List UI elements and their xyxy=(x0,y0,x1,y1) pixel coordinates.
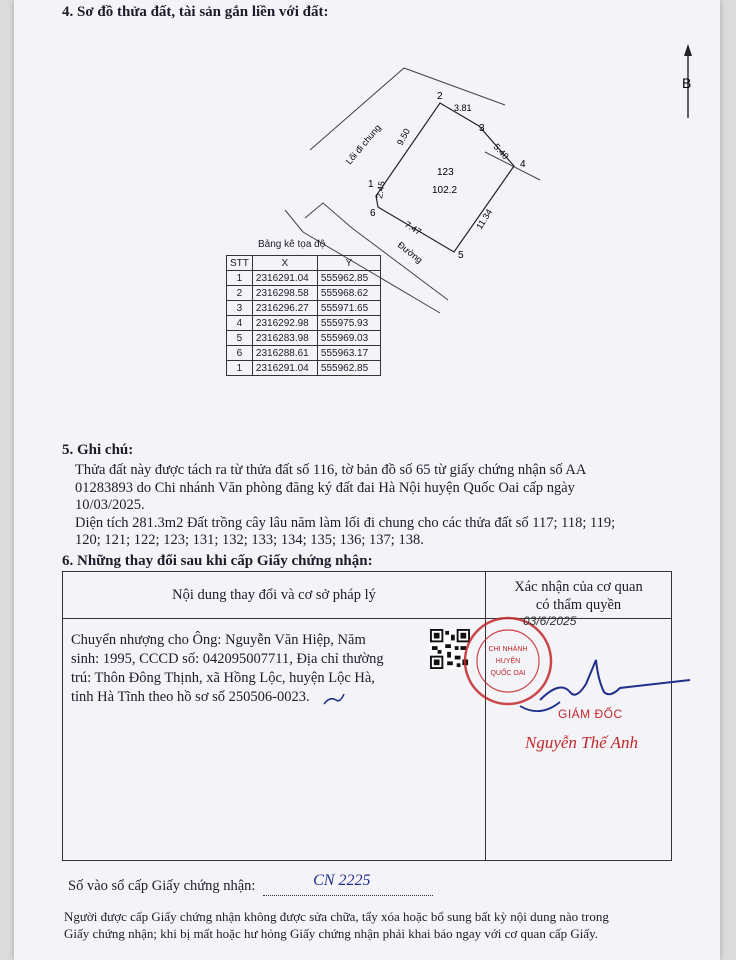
cell-stt: 1 xyxy=(227,271,253,286)
registry-value: CN 2225 xyxy=(313,872,371,889)
registry-dotted-line xyxy=(263,872,433,896)
table-row xyxy=(227,361,381,376)
point-label-1: 1 xyxy=(368,179,374,190)
cell-y: 555975.93 xyxy=(317,316,380,331)
edge-length-2-3: 3.81 xyxy=(454,103,472,113)
table-row xyxy=(227,301,381,316)
cell-y: 555962.85 xyxy=(317,361,380,376)
col-header-x: X xyxy=(252,256,317,271)
cell-stt: 4 xyxy=(227,316,253,331)
edge-length-5-6: 7.47 xyxy=(402,219,424,237)
change-content-cell xyxy=(63,619,486,861)
change-content-line: tỉnh Hà Tĩnh theo hồ sơ số 250506-0023. xyxy=(71,689,310,705)
cell-x: 2316291.04 xyxy=(252,361,317,376)
table-row xyxy=(227,331,381,346)
cell-x: 2316296.27 xyxy=(252,301,317,316)
confirmation-header-line: có thẩm quyền xyxy=(535,597,622,613)
common-road-label: Lối đi chung xyxy=(343,122,383,167)
coord-table-caption: Bảng kê tọa độ xyxy=(258,239,326,250)
section4-title: 4. Sơ đồ thửa đất, tài sản gắn liền với đất: xyxy=(62,4,329,20)
stamp-text-mid: HUYỆN xyxy=(495,658,521,665)
cell-stt: 2 xyxy=(227,286,253,301)
note-line: 01283893 do Chi nhánh Văn phòng đăng ký đất đai Hà Nội huyện Quốc Oai cấp ngày xyxy=(75,479,575,496)
cell-x: 2316288.61 xyxy=(252,346,317,361)
cell-y: 555962.85 xyxy=(317,271,380,286)
point-label-4: 4 xyxy=(520,159,526,170)
cell-stt: 6 xyxy=(227,346,253,361)
cell-stt: 3 xyxy=(227,301,253,316)
note-line: 120; 121; 122; 123; 131; 132; 133; 134; 135; 136; 137; 138. xyxy=(75,532,424,548)
col-header-y: Y xyxy=(317,256,380,271)
cell-y: 555971.65 xyxy=(317,301,380,316)
cell-x: 2316291.04 xyxy=(252,271,317,286)
notice-line: Người được cấp Giấy chứng nhận không được sửa chữa, tẩy xóa hoặc bổ sung bất kỳ nội dung nào trong xyxy=(64,909,609,924)
point-label-2: 2 xyxy=(437,91,443,102)
coord-table-header xyxy=(227,256,381,271)
edge-length-6-1: 2.45 xyxy=(374,180,388,200)
col-header-content: Nội dung thay đổi và cơ sở pháp lý xyxy=(63,572,486,619)
edge-length-4-5: 11.34 xyxy=(474,207,495,232)
director-title: GIÁM ĐỐC xyxy=(558,707,623,721)
neighbor-line xyxy=(485,152,540,180)
parcel-number: 123 xyxy=(437,167,454,178)
notice-block xyxy=(64,908,684,942)
change-content-line: trú: Thôn Đông Thịnh, xã Hồng Lộc, huyện Lộc Hà, xyxy=(71,670,375,686)
cell-stt: 5 xyxy=(227,331,253,346)
edge-length-1-2: 9.50 xyxy=(394,126,412,147)
point-label-6: 6 xyxy=(370,208,376,219)
pen-mark-icon xyxy=(322,690,346,710)
changes-table-header xyxy=(63,572,672,619)
edge-length-3-4: 5.40 xyxy=(491,141,511,162)
note-line: Diện tích 281.3m2 Đất trồng cây lâu năm làm lối đi chung cho các thửa đất số 117; 118; 119; xyxy=(75,514,616,531)
cell-y: 555969.03 xyxy=(317,331,380,346)
road-label: Đường xyxy=(395,239,425,266)
table-row xyxy=(227,346,381,361)
cell-x: 2316283.98 xyxy=(252,331,317,346)
signer-name: Nguyễn Thế Anh xyxy=(525,733,639,752)
notes-block xyxy=(75,462,675,550)
change-content-line: sinh: 1995, CCCD số: 042095007711, Địa chỉ thường xyxy=(71,651,384,667)
table-row xyxy=(227,316,381,331)
col-header-stt: STT xyxy=(227,256,253,271)
section6-title: 6. Những thay đổi sau khi cấp Giấy chứng nhận: xyxy=(62,553,373,569)
parcel-area: 102.2 xyxy=(432,185,458,196)
cell-x: 2316292.98 xyxy=(252,316,317,331)
note-line: 10/03/2025. xyxy=(75,497,145,513)
registry-number-line xyxy=(68,872,433,896)
cell-stt: 1 xyxy=(227,361,253,376)
change-content-line: Chuyển nhượng cho Ông: Nguyễn Văn Hiệp, Năm xyxy=(71,632,366,648)
cell-y: 555963.17 xyxy=(317,346,380,361)
point-label-3: 3 xyxy=(479,123,485,134)
confirmation-header-line: Xác nhận của cơ quan xyxy=(514,579,643,595)
section5-title: 5. Ghi chú: xyxy=(62,442,134,458)
north-label: B xyxy=(682,75,692,91)
notice-line: Giấy chứng nhận; khi bị mất hoặc hư hỏng Giấy chứng nhận phải khai báo ngay với cơ quan cấp Giấy. xyxy=(64,926,599,941)
table-row xyxy=(227,286,381,301)
cell-y: 555968.62 xyxy=(317,286,380,301)
stamp-text-top: CHI NHÁNH xyxy=(488,646,528,653)
stamp-text-bottom: QUỐC OAI xyxy=(490,670,526,677)
cell-x: 2316298.58 xyxy=(252,286,317,301)
point-label-5: 5 xyxy=(458,250,464,261)
handwritten-date: 03/6/2025 xyxy=(523,614,577,628)
table-row xyxy=(227,271,381,286)
registry-label: Số vào sổ cấp Giấy chứng nhận: xyxy=(68,878,256,894)
col-header-confirmation xyxy=(486,572,672,619)
note-line: Thửa đất này được tách ra từ thửa đất số 116, tờ bản đồ số 65 từ giấy chứng nhận số AA xyxy=(75,462,587,478)
coordinate-table xyxy=(226,255,381,376)
